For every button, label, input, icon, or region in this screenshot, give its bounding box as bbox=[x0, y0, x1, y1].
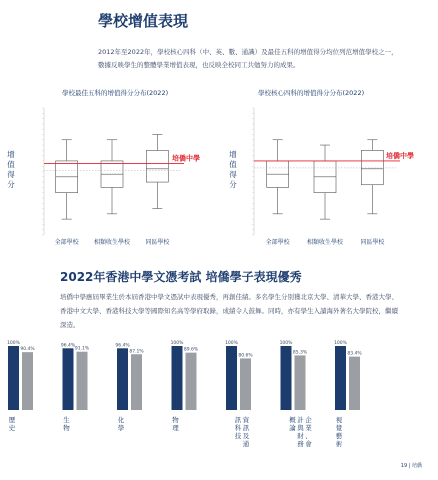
bar-navy bbox=[8, 346, 19, 410]
bar-gray bbox=[240, 358, 251, 410]
bar-value-label: 100% bbox=[225, 341, 238, 346]
subject-bar-chart bbox=[0, 338, 438, 460]
right-chart-y-label: 增值得分 bbox=[229, 150, 237, 189]
category-label-char: 物 bbox=[172, 416, 179, 424]
box-rect bbox=[146, 150, 168, 182]
category-label: 全部學校 bbox=[54, 239, 79, 246]
bar-value-label: 85.3% bbox=[292, 350, 308, 356]
bar-navy bbox=[281, 346, 292, 410]
category-label-char: 史 bbox=[8, 424, 16, 432]
category-label-char: 企 bbox=[305, 416, 312, 424]
category-label-char: 論 bbox=[289, 424, 296, 432]
category-label-char: 學 bbox=[117, 424, 125, 432]
school-marker-label: 培僑中學 bbox=[172, 154, 200, 163]
category-label-char: 財 bbox=[297, 432, 304, 440]
bar-gray bbox=[22, 352, 33, 410]
category-label-char: 歷 bbox=[8, 416, 16, 424]
left-box-chart bbox=[28, 100, 218, 250]
bar-value-label: 90.4% bbox=[20, 347, 35, 353]
bar-gray bbox=[349, 357, 360, 410]
category-label-char: 計 bbox=[297, 416, 304, 424]
bar-value-label: 96.4% bbox=[115, 343, 130, 349]
category-label-char: 及 bbox=[242, 432, 250, 440]
category-label-char: 概 bbox=[289, 416, 296, 424]
bar-value-label: 96.4% bbox=[60, 343, 76, 349]
category-label-char: 資 bbox=[242, 416, 250, 424]
category-label-char: 技 bbox=[234, 432, 242, 440]
bar-value-label: 100% bbox=[334, 341, 347, 346]
bar-gray bbox=[77, 352, 88, 410]
bar-gray bbox=[131, 354, 142, 410]
category-label-char: 訊 bbox=[234, 416, 242, 424]
category-label: 相類收生學校 bbox=[306, 239, 344, 246]
bar-navy bbox=[335, 346, 346, 410]
results-heading: 2022年香港中學文憑考試 培僑學子表現優秀 bbox=[60, 270, 302, 284]
category-label-char: 理 bbox=[172, 424, 179, 432]
category-label-char: 與 bbox=[297, 424, 304, 432]
category-label: 同區學校 bbox=[360, 239, 385, 246]
bar-value-label: 100% bbox=[170, 341, 184, 346]
category-label-char: 藝 bbox=[335, 432, 343, 440]
category-label-char: 術 bbox=[335, 440, 343, 448]
bar-value-label: 87.1% bbox=[129, 349, 144, 355]
category-label-char: 通 bbox=[242, 440, 250, 448]
category-label: 同區學校 bbox=[145, 239, 170, 246]
category-label: 相類收生學校 bbox=[93, 239, 131, 246]
bar-navy bbox=[172, 346, 183, 410]
right-chart-title: 學校核心四科的增值得分分布(2022) bbox=[258, 89, 365, 97]
school-marker-label: 培僑中學 bbox=[386, 151, 414, 160]
bar-value-label: 80.6% bbox=[238, 353, 253, 359]
category-label-char: 務 bbox=[297, 440, 304, 448]
bar-navy bbox=[63, 348, 74, 410]
category-label-char: 科 bbox=[234, 424, 242, 432]
box-rect bbox=[361, 150, 383, 184]
category-label-char: 生 bbox=[63, 416, 70, 424]
bar-value-label: 91.1% bbox=[74, 346, 90, 352]
bar-value-label: 100% bbox=[7, 341, 20, 346]
page-number: 19 | 培僑 bbox=[400, 463, 422, 469]
bar-gray bbox=[295, 355, 306, 410]
intro-paragraph: 2012年至2022年，學校核心四科（中、英、數、通識）及最佳五科的增值得分均位列范增值學校之一，數據反映學生的整體學業增值表現，也反映全校同工共勉努力的成果。 bbox=[98, 48, 398, 69]
category-label: 全部學校 bbox=[265, 239, 290, 246]
category-label-char: 物 bbox=[63, 424, 70, 432]
bar-value-label: 83.4% bbox=[347, 351, 362, 357]
right-box-chart bbox=[236, 100, 432, 250]
category-label-char: 訊 bbox=[242, 424, 250, 432]
category-label-char: 視 bbox=[335, 416, 343, 424]
bar-navy bbox=[117, 348, 128, 410]
category-label-char: 覺 bbox=[335, 424, 343, 432]
category-label-char: 會 bbox=[305, 440, 312, 448]
category-label-char: 業 bbox=[305, 424, 312, 432]
bar-value-label: 100% bbox=[279, 341, 293, 346]
bar-gray bbox=[186, 353, 197, 410]
category-label-char: 化 bbox=[117, 416, 125, 424]
bar-value-label: 89.6% bbox=[183, 347, 199, 353]
page-title: 學校增值表現 bbox=[98, 12, 189, 30]
left-chart-title: 學校最佳五科的增值得分分布(2022) bbox=[62, 89, 169, 97]
results-paragraph: 培僑中學應屆畢業生於本屆香港中學文憑試中表現優秀，再創佳績。多名學生分別獲北京大學、清華大學、香港大學、香港中文大學、香港科技大學等國際知名高等學府取錄，成績令人鼓舞。同時，亦有學生入讀海外著名大學院校，繼續深造。 bbox=[60, 293, 398, 329]
left-chart-y-label: 增值得分 bbox=[7, 150, 15, 189]
category-label-char: 、 bbox=[305, 432, 312, 440]
bar-navy bbox=[226, 346, 237, 410]
